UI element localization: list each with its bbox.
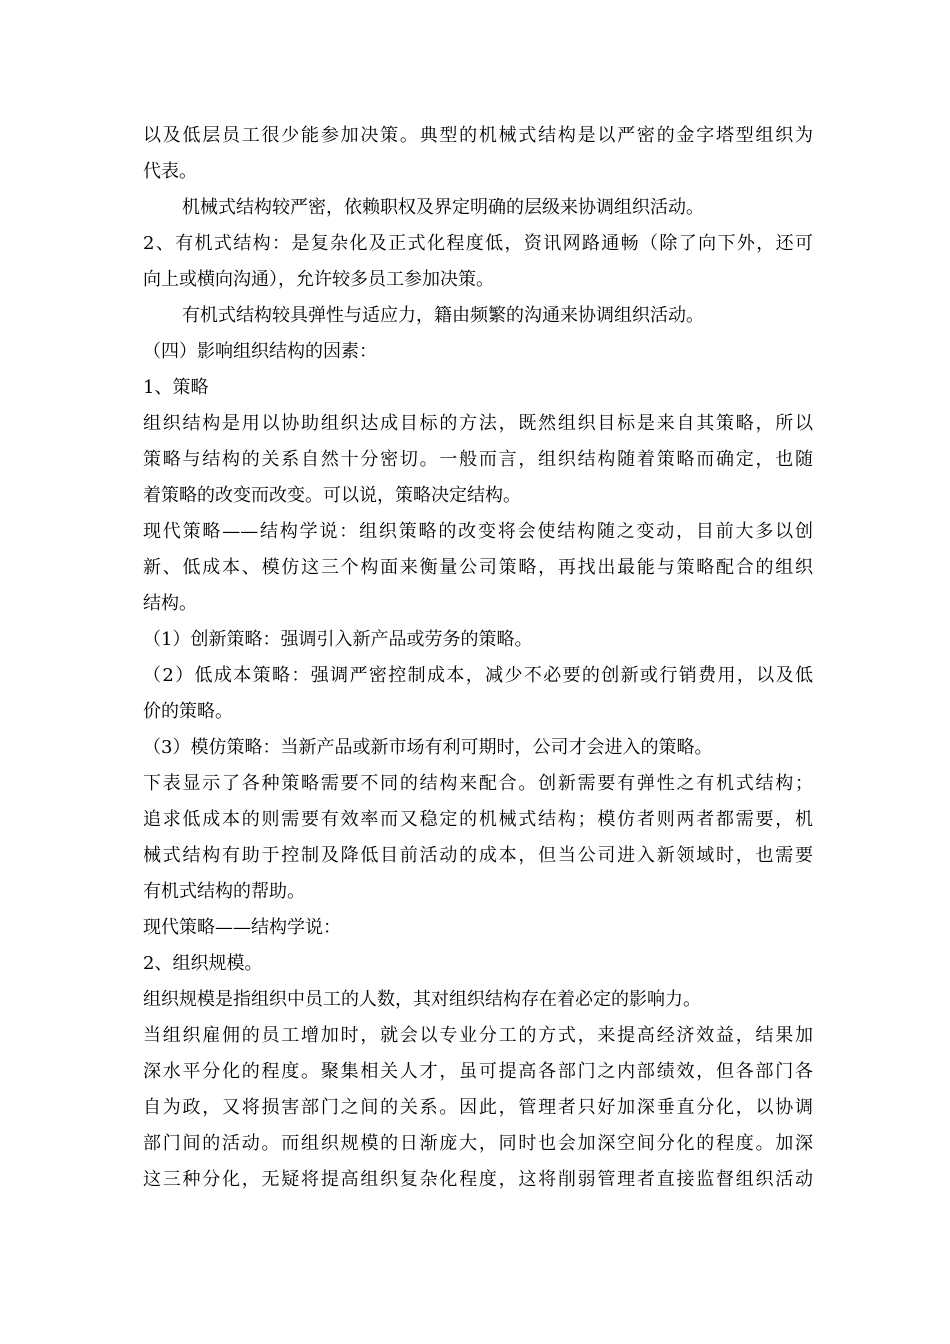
paragraph-line: 代表。 — [143, 161, 197, 182]
paragraph-line: 向上或横向沟通），允许较多员工参加决策。 — [143, 269, 494, 290]
paragraph-line: 组织规模是指组织中员工的人数，其对组织结构存在着必定的影响力。 — [143, 989, 701, 1010]
paragraph-line: 深水平分化的程度。聚集相关人才，虽可提高各部门之内部绩效，但各部门各 — [143, 1061, 813, 1082]
paragraph-line: 下表显示了各种策略需要不同的结构来配合。创新需要有弹性之有机式结构； — [143, 773, 813, 794]
paragraph-line: 这三种分化，无疑将提高组织复杂化程度，这将削弱管理者直接监督组织活动 — [143, 1169, 813, 1190]
paragraph-line: 有机式结构较具弹性与适应力，籍由频繁的沟通来协调组织活动。 — [182, 305, 704, 326]
paragraph-line: 策略与结构的关系自然十分密切。一般而言，组织结构随着策略而确定，也随 — [143, 449, 813, 470]
subsection-heading: 2、组织规模。 — [143, 953, 263, 974]
paragraph-line: 着策略的改变而改变。可以说，策略决定结构。 — [143, 485, 521, 506]
section-heading: （四）影响组织结构的因素： — [143, 341, 377, 362]
paragraph-line: 追求低成本的则需要有效率而又稳定的机械式结构；模仿者则两者都需要，机 — [143, 809, 813, 830]
paragraph-line: 部门间的活动。而组织规模的日渐庞大，同时也会加深空间分化的程度。加深 — [143, 1133, 813, 1154]
paragraph-line: 现代策略——结构学说：组织策略的改变将会使结构随之变动，目前大多以创 — [143, 521, 813, 542]
paragraph-line: 当组织雇佣的员工增加时，就会以专业分工的方式，来提高经济效益，结果加 — [143, 1025, 813, 1046]
paragraph-line: 结构。 — [143, 593, 197, 614]
list-item: （1）创新策略：强调引入新产品或劳务的策略。 — [143, 629, 533, 650]
list-item-heading: 2、有机式结构：是复杂化及正式化程度低，资讯网路通畅（除了向下外，还可 — [143, 233, 813, 254]
paragraph-line: 新、低成本、模仿这三个构面来衡量公司策略，再找出最能与策略配合的组织 — [143, 557, 813, 578]
paragraph-line: 机械式结构较严密，依赖职权及界定明确的层级来协调组织活动。 — [182, 197, 704, 218]
list-item: 价的策略。 — [143, 701, 233, 722]
paragraph-line: 现代策略——结构学说： — [143, 917, 341, 938]
list-item: （3）模仿策略：当新产品或新市场有利可期时，公司才会进入的策略。 — [143, 737, 713, 758]
subsection-heading: 1、策略 — [143, 377, 209, 398]
paragraph-line: 械式结构有助于控制及降低目前活动的成本，但当公司进入新领域时，也需要 — [143, 845, 813, 866]
paragraph-line: 有机式结构的帮助。 — [143, 881, 305, 902]
list-item: （2）低成本策略：强调严密控制成本，减少不必要的创新或行销费用，以及低 — [143, 665, 813, 686]
paragraph-line: 自为政，又将损害部门之间的关系。因此，管理者只好加深垂直分化，以协调 — [143, 1097, 813, 1118]
paragraph-line: 以及低层员工很少能参加决策。典型的机械式结构是以严密的金字塔型组织为 — [143, 125, 813, 146]
paragraph-line: 组织结构是用以协助组织达成目标的方法，既然组织目标是来自其策略，所以 — [143, 413, 813, 434]
